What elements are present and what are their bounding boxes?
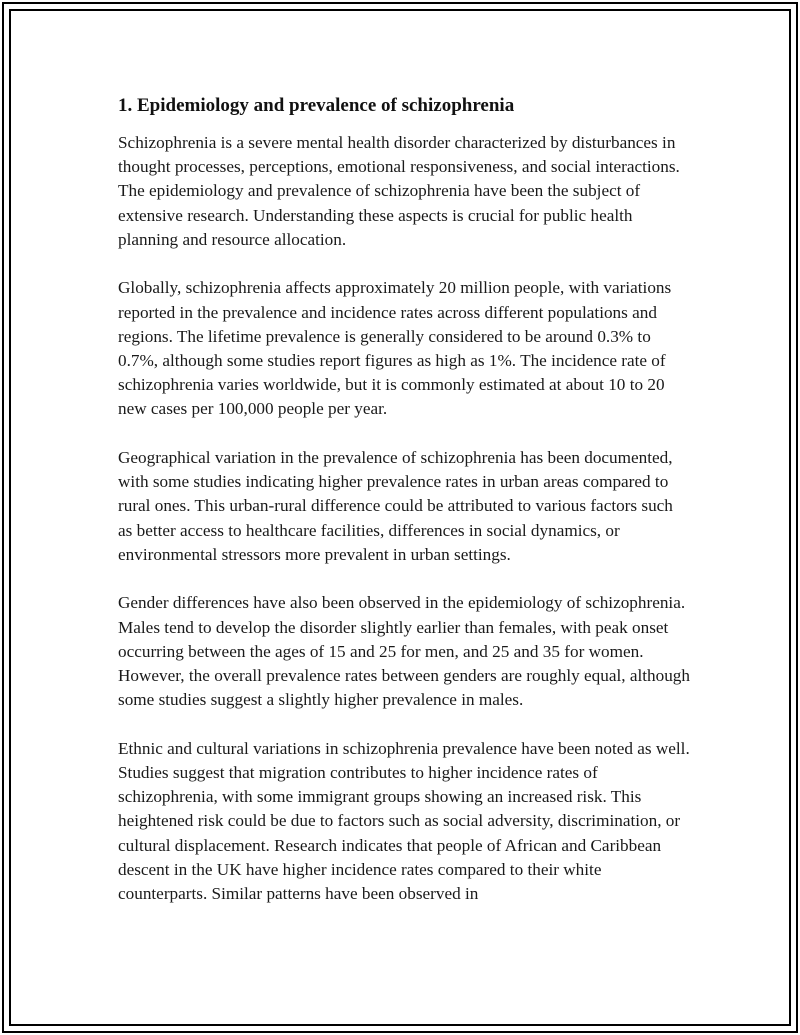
document-body bbox=[118, 93, 690, 906]
section-title: 1. Epidemiology and prevalence of schizophrenia bbox=[118, 95, 515, 116]
paragraph-geographical-variation: Geographical variation in the prevalence of schizophrenia has been documented, with some studies indicating higher prevalence rates in urban areas compared to rural ones. This urban-rural difference could be attributed to various factors such as better access to healthcare facilities, differences in social dynamics, or environmental stressors more prevalent in urban settings. bbox=[118, 448, 673, 564]
paragraph-gender-differences: Gender differences have also been observed in the epidemiology of schizophrenia. Males tend to develop the disorder slightly earlier than females, with peak onset occurring between the ages of 15 and 25 for men, and 25 and 35 for women. However, the overall prevalence rates between genders are roughly equal, although some studies suggest a slightly higher prevalence in males. bbox=[118, 593, 690, 710]
paragraph-ethnic-cultural-variation: Ethnic and cultural variations in schizophrenia prevalence have been noted as well. Studies suggest that migration contributes to higher incidence rates of schizophrenia, with some immigrant groups showing an increased risk. This heightened risk could be due to factors such as social adversity, discrimination, or cultural displacement. Research indicates that people of African and Caribbean descent in the UK have higher incidence rates compared to their white counterparts. Similar patterns have been observed in bbox=[118, 738, 690, 904]
paragraph-introduction: Schizophrenia is a severe mental health disorder characterized by disturbances in thought processes, perceptions, emotional responsiveness, and social interactions. The epidemiology and prevalence of schizophrenia have been the subject of extensive research. Understanding these aspects is crucial for public health planning and resource allocation. bbox=[118, 133, 680, 249]
paragraph-global-prevalence: Globally, schizophrenia affects approximately 20 million people, with variations reported in the prevalence and incidence rates across different populations and regions. The lifetime prevalence is generally considered to be around 0.3% to 0.7%, although some studies report figures as high as 1%. The incidence rate of schizophrenia varies worldwide, but it is commonly estimated at about 10 to 20 new cases per 100,000 people per year. bbox=[118, 278, 672, 419]
